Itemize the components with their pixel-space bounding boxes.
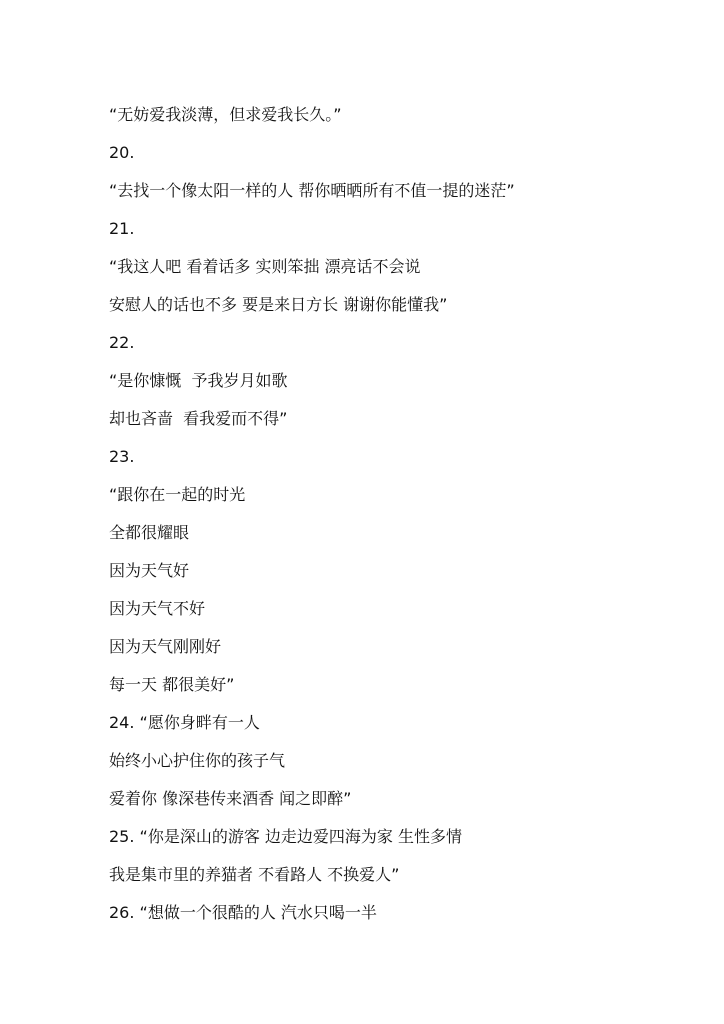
item-number: 20. <box>109 143 135 162</box>
text-line: 安慰人的话也不多 要是来日方长 谢谢你能懂我” <box>109 295 448 314</box>
text-line: “我这人吧 看着话多 实则笨拙 漂亮话不会说 <box>109 257 421 276</box>
item-number: 23. <box>109 447 135 466</box>
text-line: 因为天气刚刚好 <box>109 637 222 656</box>
text-line: 爱着你 像深巷传来酒香 闻之即醉” <box>109 789 352 808</box>
text-line: 因为天气好 <box>109 561 190 580</box>
text-line: 我是集市里的养猫者 不看路人 不换爱人” <box>109 865 400 884</box>
text-line: “去找一个像太阳一样的人 帮你晒晒所有不值一提的迷茫” <box>109 181 515 200</box>
text-line: 全都很耀眼 <box>109 523 190 542</box>
text-line: 始终小心护住你的孩子气 <box>109 751 286 770</box>
item-number: 21. <box>109 219 135 238</box>
text-line: 因为天气不好 <box>109 599 206 618</box>
text-line: “无妨爱我淡薄，但求爱我长久。” <box>109 105 342 124</box>
text-line: 26. “想做一个很酷的人 汽水只喝一半 <box>109 903 377 922</box>
text-line: 却也吝啬 看我爱而不得” <box>109 409 288 428</box>
text-line: 每一天 都很美好” <box>109 675 235 694</box>
text-line: 25. “你是深山的游客 边走边爱四海为家 生性多情 <box>109 827 462 846</box>
item-number: 22. <box>109 333 135 352</box>
text-line: “跟你在一起的时光 <box>109 485 246 504</box>
text-line: “是你慷慨 予我岁月如歌 <box>109 371 288 390</box>
text-line: 24. “愿你身畔有一人 <box>109 713 260 732</box>
